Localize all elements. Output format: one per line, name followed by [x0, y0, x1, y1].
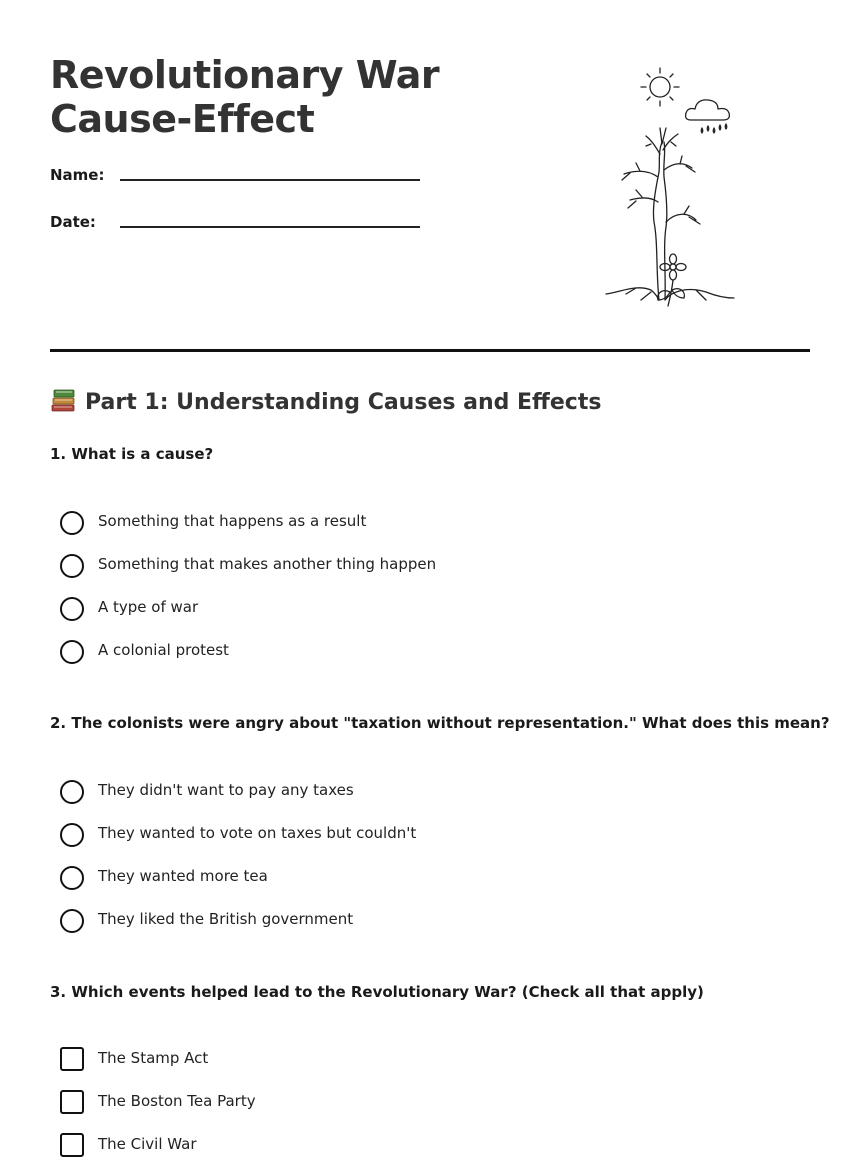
- option-label: They didn't want to pay any taxes: [98, 781, 354, 799]
- title-line-2: Cause-Effect: [50, 97, 315, 141]
- option-label: They liked the British government: [98, 910, 354, 928]
- title-line-1: Revolutionary War: [50, 53, 440, 97]
- flower-icon: [658, 254, 686, 306]
- q1-option-1[interactable]: [60, 510, 660, 536]
- q3-option-3[interactable]: [60, 1133, 660, 1159]
- radio-button[interactable]: [60, 640, 84, 664]
- sun-icon: [641, 68, 679, 106]
- option-label: Something that happens as a result: [98, 512, 367, 530]
- date-blank-line[interactable]: [120, 226, 420, 228]
- radio-button[interactable]: [60, 823, 84, 847]
- radio-button[interactable]: [60, 866, 84, 890]
- option-label: The Boston Tea Party: [98, 1092, 256, 1110]
- question-3-text: 3. Which events helped lead to the Revolutionary War? (Check all that apply): [50, 983, 704, 1001]
- name-label: Name:: [50, 166, 105, 184]
- radio-button[interactable]: [60, 780, 84, 804]
- name-blank-line[interactable]: [120, 179, 420, 181]
- q2-option-3[interactable]: [60, 865, 660, 891]
- q3-option-2[interactable]: [60, 1090, 660, 1116]
- date-label: Date:: [50, 213, 96, 231]
- worksheet-title: [50, 53, 439, 141]
- date-field[interactable]: [50, 212, 420, 242]
- q2-option-2[interactable]: [60, 822, 660, 848]
- rain-cloud-icon: [686, 100, 730, 133]
- section-heading-part-1: [50, 386, 601, 420]
- q1-option-4[interactable]: [60, 639, 660, 665]
- radio-button[interactable]: [60, 909, 84, 933]
- q1-option-2[interactable]: [60, 553, 660, 579]
- option-label: A colonial protest: [98, 641, 229, 659]
- question-1-text: 1. What is a cause?: [50, 445, 214, 463]
- radio-button[interactable]: [60, 511, 84, 535]
- checkbox[interactable]: [60, 1090, 84, 1114]
- checkbox[interactable]: [60, 1133, 84, 1157]
- option-label: They wanted to vote on taxes but couldn't: [98, 824, 417, 842]
- tree-sun-cloud-illustration: [596, 62, 746, 312]
- radio-button[interactable]: [60, 554, 84, 578]
- option-label: They wanted more tea: [98, 867, 268, 885]
- name-field[interactable]: [50, 165, 420, 195]
- q2-option-4[interactable]: [60, 908, 660, 934]
- q2-option-1[interactable]: [60, 779, 660, 805]
- option-label: Something that makes another thing happen: [98, 555, 437, 573]
- question-2-text: 2. The colonists were angry about "taxation without representation." What does this mean?: [50, 714, 830, 732]
- section-heading-text: Part 1: Understanding Causes and Effects: [85, 390, 602, 415]
- option-label: A type of war: [98, 598, 199, 616]
- header-divider: [50, 349, 810, 352]
- radio-button[interactable]: [60, 597, 84, 621]
- checkbox[interactable]: [60, 1047, 84, 1071]
- q3-option-1[interactable]: [60, 1047, 660, 1073]
- option-label: The Civil War: [98, 1135, 197, 1153]
- option-label: The Stamp Act: [98, 1049, 209, 1067]
- books-icon: [50, 387, 77, 413]
- q1-option-3[interactable]: [60, 596, 660, 622]
